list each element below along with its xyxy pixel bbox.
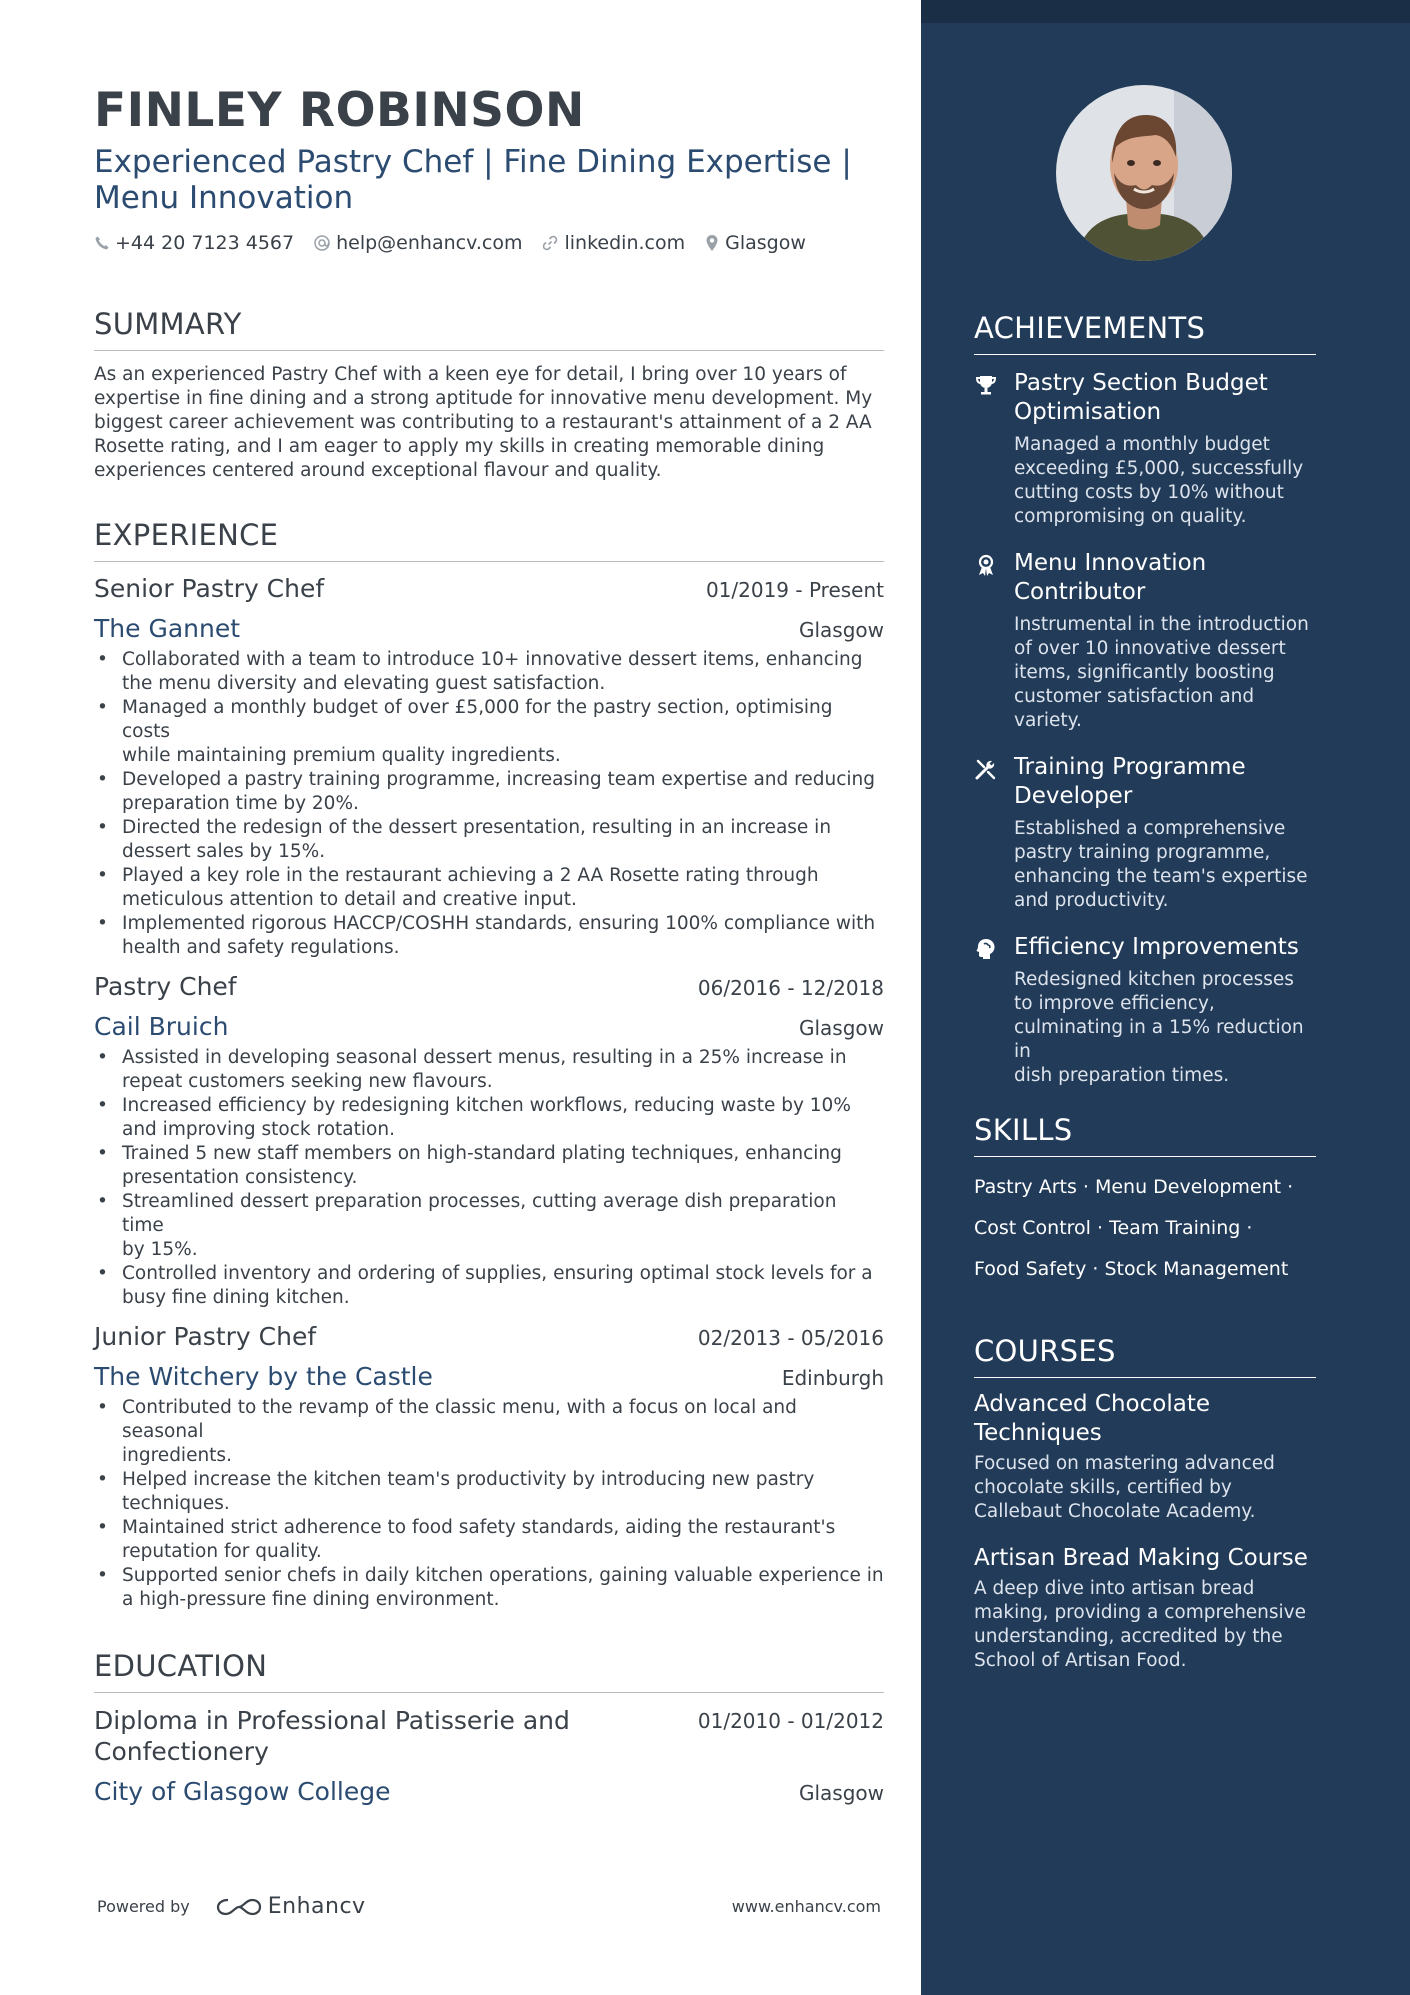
course-description bbox=[974, 1577, 1316, 1673]
bullet-item bbox=[94, 912, 884, 960]
summary-line: Rosette rating, and I am eager to apply my skills in creating memorable dining bbox=[94, 436, 825, 457]
bullet-line: the menu diversity and elevating guest satisfaction. bbox=[122, 673, 606, 694]
bullet-line: • Implemented rigorous HACCP/COSHH standards, ensuring 100% compliance with bbox=[122, 913, 876, 934]
course-item bbox=[974, 1390, 1316, 1524]
bullet-item bbox=[94, 1262, 884, 1310]
link-icon bbox=[541, 234, 559, 252]
title-line: Artisan Bread Making Course bbox=[974, 1545, 1308, 1571]
education-entry bbox=[94, 1705, 884, 1807]
job-location: Glasgow bbox=[798, 618, 884, 642]
contact-location bbox=[704, 232, 806, 254]
contact-linkedin[interactable] bbox=[541, 232, 685, 254]
achievements-section bbox=[974, 310, 1316, 1088]
desc-line: Redesigned kitchen processes bbox=[1014, 969, 1294, 990]
achievement-description bbox=[1014, 613, 1309, 733]
avatar-illustration bbox=[1056, 85, 1232, 261]
job-header bbox=[94, 574, 884, 604]
contact-email[interactable] bbox=[313, 232, 522, 254]
bullet-item bbox=[94, 1516, 884, 1564]
achievement-item bbox=[974, 933, 1316, 1088]
website-link[interactable]: www.enhancv.com bbox=[731, 1897, 881, 1916]
desc-line: culminating in a 15% reduction in bbox=[1014, 1017, 1304, 1062]
achievements-heading: ACHIEVEMENTS bbox=[974, 310, 1316, 355]
education-location: Glasgow bbox=[798, 1781, 884, 1805]
bullet-item bbox=[94, 696, 884, 768]
bullet-line: meticulous attention to detail and creative input. bbox=[122, 889, 577, 910]
desc-line: enhancing the team's expertise bbox=[1014, 866, 1308, 887]
at-icon bbox=[313, 234, 331, 252]
bullet-line: • Streamlined dessert preparation processes, cutting average dish preparation time bbox=[122, 1191, 837, 1236]
bullet-item bbox=[94, 1564, 884, 1612]
course-title bbox=[974, 1390, 1316, 1448]
skills-line: Cost Control · Team Training · bbox=[974, 1217, 1253, 1239]
job-dates: 01/2019 - Present bbox=[705, 578, 884, 602]
courses-heading: COURSES bbox=[974, 1333, 1316, 1378]
job-subheader bbox=[94, 1362, 884, 1392]
job-subheader bbox=[94, 614, 884, 644]
bullet-line: • Maintained strict adherence to food safety standards, aiding the restaurant's bbox=[122, 1517, 836, 1538]
bullet-item bbox=[94, 768, 884, 816]
job-dates: 02/2013 - 05/2016 bbox=[697, 1326, 884, 1350]
education-subheader bbox=[94, 1777, 884, 1807]
desc-line: cutting costs by 10% without bbox=[1014, 482, 1284, 503]
job-location: Glasgow bbox=[798, 1016, 884, 1040]
experience-heading: EXPERIENCE bbox=[94, 517, 884, 562]
job-role: Senior Pastry Chef bbox=[94, 574, 325, 603]
desc-line: A deep dive into artisan bread bbox=[974, 1578, 1255, 1599]
desc-line: variety. bbox=[1014, 710, 1082, 731]
achievement-item bbox=[974, 369, 1316, 529]
degree-line: Diploma in Professional Patisserie and bbox=[94, 1706, 570, 1735]
course-title bbox=[974, 1544, 1316, 1573]
profile-photo bbox=[1056, 85, 1232, 261]
powered-by-label: Powered by bbox=[97, 1897, 190, 1916]
summary-line: biggest career achievement was contributing to a restaurant's attainment of a 2 AA bbox=[94, 412, 872, 433]
bullet-item bbox=[94, 1468, 884, 1516]
job-entry bbox=[94, 574, 884, 960]
summary-line: experiences centered around exceptional flavour and quality. bbox=[94, 460, 662, 481]
job-bullets bbox=[94, 1396, 884, 1612]
education-degree bbox=[94, 1705, 634, 1767]
desc-line: dish preparation times. bbox=[1014, 1065, 1230, 1086]
bullet-line: a high-pressure fine dining environment. bbox=[122, 1589, 500, 1610]
title-line: Contributor bbox=[1014, 579, 1146, 605]
job-location: Edinburgh bbox=[781, 1366, 884, 1390]
job-dates: 06/2016 - 12/2018 bbox=[697, 976, 884, 1000]
desc-line: exceeding £5,000, successfully bbox=[1014, 458, 1304, 479]
job-company: The Gannet bbox=[94, 614, 241, 643]
bullet-line: • Contributed to the revamp of the classic menu, with a focus on local and seasonal bbox=[122, 1397, 797, 1442]
bullet-line: • Managed a monthly budget of over £5,000 for the pastry section, optimising costs bbox=[122, 697, 833, 742]
bullet-line: reputation for quality. bbox=[122, 1541, 322, 1562]
bullet-line: presentation consistency. bbox=[122, 1167, 358, 1188]
desc-line: Callebaut Chocolate Academy. bbox=[974, 1501, 1256, 1522]
linkedin-text: linkedin.com bbox=[564, 232, 686, 254]
candidate-name: FINLEY ROBINSON bbox=[94, 83, 585, 138]
summary-line: expertise in fine dining and a strong aptitude for innovative menu development. My bbox=[94, 388, 873, 409]
bullet-line: ingredients. bbox=[122, 1445, 232, 1466]
bullet-line: • Helped increase the kitchen team's productivity by introducing new pastry bbox=[122, 1469, 815, 1490]
bullet-line: • Trained 5 new staff members on high-standard plating techniques, enhancing bbox=[122, 1143, 842, 1164]
bullet-line: health and safety regulations. bbox=[122, 937, 400, 958]
main-column bbox=[94, 80, 884, 1807]
title-line: Developer bbox=[1014, 783, 1133, 809]
brain-icon bbox=[974, 937, 998, 961]
desc-line: chocolate skills, certified by bbox=[974, 1477, 1232, 1498]
bullet-item bbox=[94, 864, 884, 912]
bullet-line: and improving stock rotation. bbox=[122, 1119, 395, 1140]
trophy-icon bbox=[974, 373, 998, 397]
bullet-line: by 15%. bbox=[122, 1239, 198, 1260]
footer bbox=[97, 1894, 881, 1919]
achievement-description bbox=[1014, 433, 1303, 529]
education-school: City of Glasgow College bbox=[94, 1777, 391, 1806]
skills-list bbox=[974, 1167, 1316, 1290]
summary-line: As an experienced Pastry Chef with a keen eye for detail, I bring over 10 years of bbox=[94, 364, 847, 385]
bullet-line: • Played a key role in the restaurant achieving a 2 AA Rosette rating through bbox=[122, 865, 819, 886]
job-subheader bbox=[94, 1012, 884, 1042]
desc-line: and productivity. bbox=[1014, 890, 1169, 911]
phone-text: +44 20 7123 4567 bbox=[115, 232, 295, 254]
brand-name: Enhancv bbox=[267, 1894, 366, 1919]
summary-text bbox=[94, 363, 884, 483]
title-line: Training Programme bbox=[1014, 754, 1246, 780]
desc-line: understanding, accredited by the bbox=[974, 1626, 1283, 1647]
skills-line: Pastry Arts · Menu Development · bbox=[974, 1176, 1294, 1198]
course-description bbox=[974, 1452, 1316, 1524]
job-role: Pastry Chef bbox=[94, 972, 237, 1001]
degree-line: Confectionery bbox=[94, 1737, 269, 1766]
bullet-line: while maintaining premium quality ingredients. bbox=[122, 745, 561, 766]
bullet-item bbox=[94, 816, 884, 864]
bullet-line: • Supported senior chefs in daily kitchen operations, gaining valuable experience in bbox=[122, 1565, 884, 1586]
desc-line: pastry training programme, bbox=[1014, 842, 1271, 863]
bullet-line: • Increased efficiency by redesigning kitchen workflows, reducing waste by 10% bbox=[122, 1095, 851, 1116]
award-ribbon-icon bbox=[974, 553, 998, 577]
achievement-title bbox=[1014, 549, 1309, 607]
bullet-line: busy fine dining kitchen. bbox=[122, 1287, 350, 1308]
sidebar bbox=[921, 0, 1410, 1995]
bullet-line: • Assisted in developing seasonal dessert menus, resulting in a 25% increase in bbox=[122, 1047, 847, 1068]
education-dates: 01/2010 - 01/2012 bbox=[697, 1709, 884, 1733]
location-pin-icon bbox=[704, 234, 720, 252]
desc-line: School of Artisan Food. bbox=[974, 1650, 1187, 1671]
achievement-title bbox=[1014, 369, 1303, 427]
title-line: Optimisation bbox=[1014, 399, 1162, 425]
email-text: help@enhancv.com bbox=[336, 232, 523, 254]
achievement-description bbox=[1014, 817, 1308, 913]
enhancv-logo[interactable] bbox=[216, 1894, 366, 1919]
desc-line: Managed a monthly budget bbox=[1014, 434, 1270, 455]
desc-line: of over 10 innovative dessert bbox=[1014, 638, 1286, 659]
title-line: Pastry Section Budget bbox=[1014, 370, 1268, 396]
job-bullets bbox=[94, 648, 884, 960]
sidebar-top-strip bbox=[921, 0, 1410, 23]
headline-line: Experienced Pastry Chef | Fine Dining Expertise | bbox=[94, 144, 852, 180]
bullet-line: dessert sales by 15%. bbox=[122, 841, 326, 862]
bullet-line: techniques. bbox=[122, 1493, 230, 1514]
achievement-title bbox=[1014, 933, 1316, 962]
title-line: Techniques bbox=[974, 1420, 1102, 1446]
job-company: Cail Bruich bbox=[94, 1012, 229, 1041]
job-role: Junior Pastry Chef bbox=[94, 1322, 317, 1351]
education-heading: EDUCATION bbox=[94, 1648, 884, 1693]
desc-line: making, providing a comprehensive bbox=[974, 1602, 1307, 1623]
skills-section bbox=[974, 1112, 1316, 1290]
powered-by bbox=[97, 1894, 366, 1919]
bullet-line: • Directed the redesign of the dessert presentation, resulting in an increase in bbox=[122, 817, 832, 838]
title-line: Menu Innovation bbox=[1014, 550, 1207, 576]
skills-heading: SKILLS bbox=[974, 1112, 1316, 1157]
phone-icon bbox=[94, 235, 110, 251]
contact-phone[interactable] bbox=[94, 232, 294, 254]
achievement-item bbox=[974, 753, 1316, 913]
job-entry bbox=[94, 1322, 884, 1612]
achievement-description bbox=[1014, 968, 1316, 1088]
job-header bbox=[94, 1322, 884, 1352]
contact-bar bbox=[94, 232, 884, 254]
job-bullets bbox=[94, 1046, 884, 1310]
job-header bbox=[94, 972, 884, 1002]
headline bbox=[94, 144, 884, 216]
desc-line: customer satisfaction and bbox=[1014, 686, 1255, 707]
bullet-item bbox=[94, 648, 884, 696]
desc-line: items, significantly boosting bbox=[1014, 662, 1275, 683]
bullet-item bbox=[94, 1190, 884, 1262]
title-line: Advanced Chocolate bbox=[974, 1391, 1210, 1417]
course-item bbox=[974, 1544, 1316, 1673]
job-company: The Witchery by the Castle bbox=[94, 1362, 433, 1391]
location-text: Glasgow bbox=[725, 232, 806, 254]
desc-line: compromising on quality. bbox=[1014, 506, 1247, 527]
title-line: Efficiency Improvements bbox=[1014, 934, 1299, 960]
achievement-title bbox=[1014, 753, 1308, 811]
desc-line: Focused on mastering advanced bbox=[974, 1453, 1275, 1474]
headline-line: Menu Innovation bbox=[94, 180, 354, 216]
enhancv-logo-icon bbox=[216, 1896, 262, 1918]
bullet-line: • Collaborated with a team to introduce 10+ innovative dessert items, enhancing bbox=[122, 649, 863, 670]
job-entry bbox=[94, 972, 884, 1310]
desc-line: to improve efficiency, bbox=[1014, 993, 1215, 1014]
bullet-item bbox=[94, 1046, 884, 1094]
bullet-item bbox=[94, 1094, 884, 1142]
desc-line: Instrumental in the introduction bbox=[1014, 614, 1309, 635]
skills-line: Food Safety · Stock Management bbox=[974, 1258, 1289, 1280]
tools-icon bbox=[974, 757, 998, 781]
bullet-item bbox=[94, 1396, 884, 1468]
bullet-item bbox=[94, 1142, 884, 1190]
summary-heading: SUMMARY bbox=[94, 306, 884, 351]
bullet-line: • Controlled inventory and ordering of supplies, ensuring optimal stock levels for a bbox=[122, 1263, 873, 1284]
achievement-item bbox=[974, 549, 1316, 733]
bullet-line: • Developed a pastry training programme, increasing team expertise and reducing bbox=[122, 769, 875, 790]
courses-section bbox=[974, 1333, 1316, 1673]
desc-line: Established a comprehensive bbox=[1014, 818, 1286, 839]
education-header bbox=[94, 1705, 884, 1767]
bullet-line: preparation time by 20%. bbox=[122, 793, 359, 814]
bullet-line: repeat customers seeking new flavours. bbox=[122, 1071, 493, 1092]
